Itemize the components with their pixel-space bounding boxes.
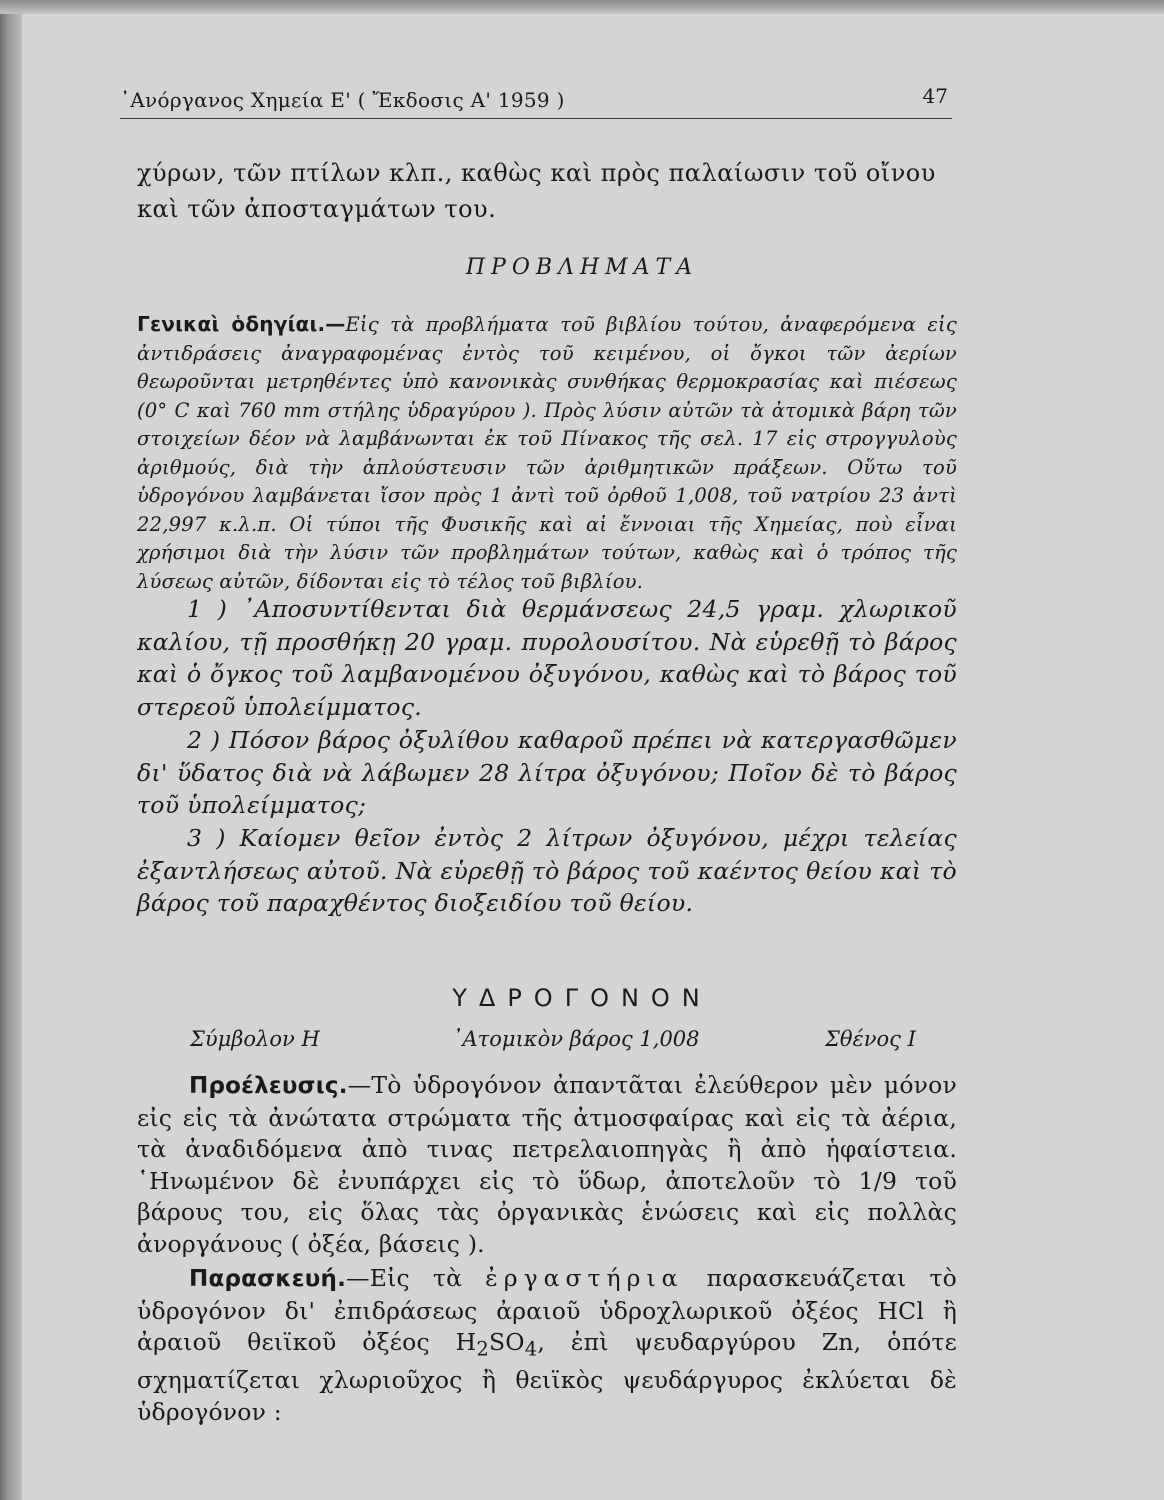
element-atomic-weight: ᾿Ατομικὸν βάρος 1,008: [452, 1027, 700, 1051]
page-number: 47: [922, 84, 948, 108]
problem-2: 2 ) Πόσον βάρος ὀξυλίθου καθαροῦ πρέπει νὰ κατεργασθῶμεν δι' ὕδατος διὰ νὰ λάβωμεν 28 λίτρα ὀξυγόνου; Ποῖον δὲ τὸ βάρος τοῦ ὑπολείμματος;: [137, 725, 957, 820]
formula-h: H: [455, 1328, 477, 1356]
hydrogen-body: [137, 1070, 957, 1428]
formula-sub-4: 4: [524, 1337, 538, 1361]
running-header-title: ᾿Ανόργανος Χημεία Ε' ( Ἔκδοσις Α' 1959 ): [120, 88, 565, 112]
problems-heading: ΠΡΟΒΛΗΜΑΤΑ: [465, 255, 699, 280]
page-shadow-left: [0, 0, 22, 1500]
running-header: [120, 78, 952, 119]
continuation-paragraph: [137, 155, 957, 227]
origin-paragraph: [137, 1070, 957, 1260]
formula-so: SO: [488, 1328, 525, 1356]
problem-1: 1 ) ᾿Αποσυντίθενται διὰ θερμάνσεως 24,5 γραμ. χλωρικοῦ καλίου, τῇ προσθήκῃ 20 γραμ. πυρολουσίτου. Νὰ εὑρεθῇ τὸ βάρος καὶ ὁ ὄγκος τοῦ λαμβανομένου ὀξυγόνου, καθὼς καὶ τὸ βάρος τοῦ στερεοῦ ὑπολείμματος.: [137, 595, 957, 722]
general-instructions-text: Εἰς τὰ προβλήματα τοῦ βιβλίου τούτου, ἀναφερόμενα εἰς ἀντιδράσεις ἀναγραφομένας ἐντὸς τοῦ κειμένου, οἱ ὄγκοι τῶν ἀερίων θεωροῦνται μετρηθέντες ὑπὸ κανονικὰς συνθήκας θερμοκρασίας καὶ πιέσεως (0° C καὶ 760 mm στήλης ὑδραγύρου ). Πρὸς λύσιν αὐτῶν τὰ ἀτομικὰ βάρη τῶν στοιχείων δέον νὰ λαμβάνωνται ἐκ τοῦ Πίνακος τῆς σελ. 17 εἰς στρογγυλοὺς ἀριθμούς, διὰ τὴν ἁπλούστευσιν τῶν ἀριθμητικῶν πράξεων. Οὕτω τοῦ ὑδρογόνου λαμβάνεται ἴσον πρὸς 1 ἀντὶ τοῦ ὀρθοῦ 1,008, τοῦ νατρίου 23 ἀντὶ 22,997 κ.λ.π. Οἱ τύποι τῆς Φυσικῆς καὶ αἱ ἔννοιαι τῆς Χημείας, ποὺ εἶναι χρήσιμοι διὰ τὴν λύσιν τῶν προβλημάτων τούτων, καθὼς καὶ ὁ τρόπος τῆς λύσεως αὐτῶν, δίδονται εἰς τὸ τέλος τοῦ βιβλίου.: [137, 313, 958, 593]
continuation-text: χύρων, τῶν πτίλων κλπ., καθὼς καὶ πρὸς παλαίωσιν τοῦ οἴνου καὶ τῶν ἀποσταγμάτων του.: [137, 159, 936, 223]
element-valence: Σθένος I: [825, 1027, 916, 1051]
preparation-text-c: , ἐπὶ ψευδαργύρου Zn, ὁπότε σχηματίζεται χλωριοῦχος ἢ θειϊκὸς ψευδάργυρος ἐκλύεται δὲ ὑδρογόνον :: [137, 1328, 958, 1426]
element-symbol: Σύμβολον H: [190, 1027, 320, 1051]
sulfuric-acid-formula: [455, 1328, 538, 1361]
general-instructions-lead: Γενικαὶ ὁδηγίαι.—: [137, 312, 346, 336]
page-shadow-top: [0, 0, 1164, 14]
origin-lead: Προέλευσις.: [189, 1073, 348, 1099]
preparation-spaced-word: ἐργαστήρια: [485, 1264, 684, 1292]
general-instructions: [137, 310, 957, 596]
problems-list: [137, 593, 957, 920]
preparation-paragraph: [137, 1263, 957, 1428]
general-instructions-paragraph: [137, 310, 957, 596]
formula-sub-2: 2: [476, 1337, 489, 1361]
section-title: ΥΔΡΟΓΟΝΟΝ: [452, 984, 712, 1012]
origin-text: —Τὸ ὑδρογόνον ἀπαντᾶται ἐλεύθερον μὲν μόνον εἰς εἰς τὰ ἀνώτατα στρώματα τῆς ἀτμοσφαίρας καὶ εἰς τὰ ἀέρια, τὰ ἀναδιδόμενα ἀπὸ τινας πετρελαιοπηγὰς ἢ ἀπὸ ἡφαίστεια. ῾Ηνωμένον δὲ ἐνυπάρχει εἰς τὸ ὕδωρ, ἀποτελοῦν τὸ 1/9 τοῦ βάρους του, εἰς ὅλας τὰς ὀργανικὰς ἑνώσεις καὶ εἰς πολλὰς ἀνοργάνους ( ὀξέα, βάσεις ).: [137, 1071, 957, 1258]
preparation-text-b: παρασκευάζεται τὸ ὑδρογόνον δι' ἐπιδράσεως ἀραιοῦ ὑδροχλωρικοῦ ὀξέος HCl ἢ ἀραιοῦ θειϊκοῦ ὀξέος: [137, 1264, 957, 1356]
preparation-text-a: —Εἰς τὰ: [346, 1264, 486, 1292]
problem-3: 3 ) Καίομεν θεῖον ἐντὸς 2 λίτρων ὀξυγόνου, μέχρι τελείας ἐξαντλήσεως αὐτοῦ. Νὰ εὑρεθῇ τὸ βάρος τοῦ καέντος θείου καὶ τὸ βάρος τοῦ παραχθέντος διοξειδίου τοῦ θείου.: [137, 823, 957, 918]
preparation-lead: Παρασκευή.: [189, 1266, 347, 1292]
